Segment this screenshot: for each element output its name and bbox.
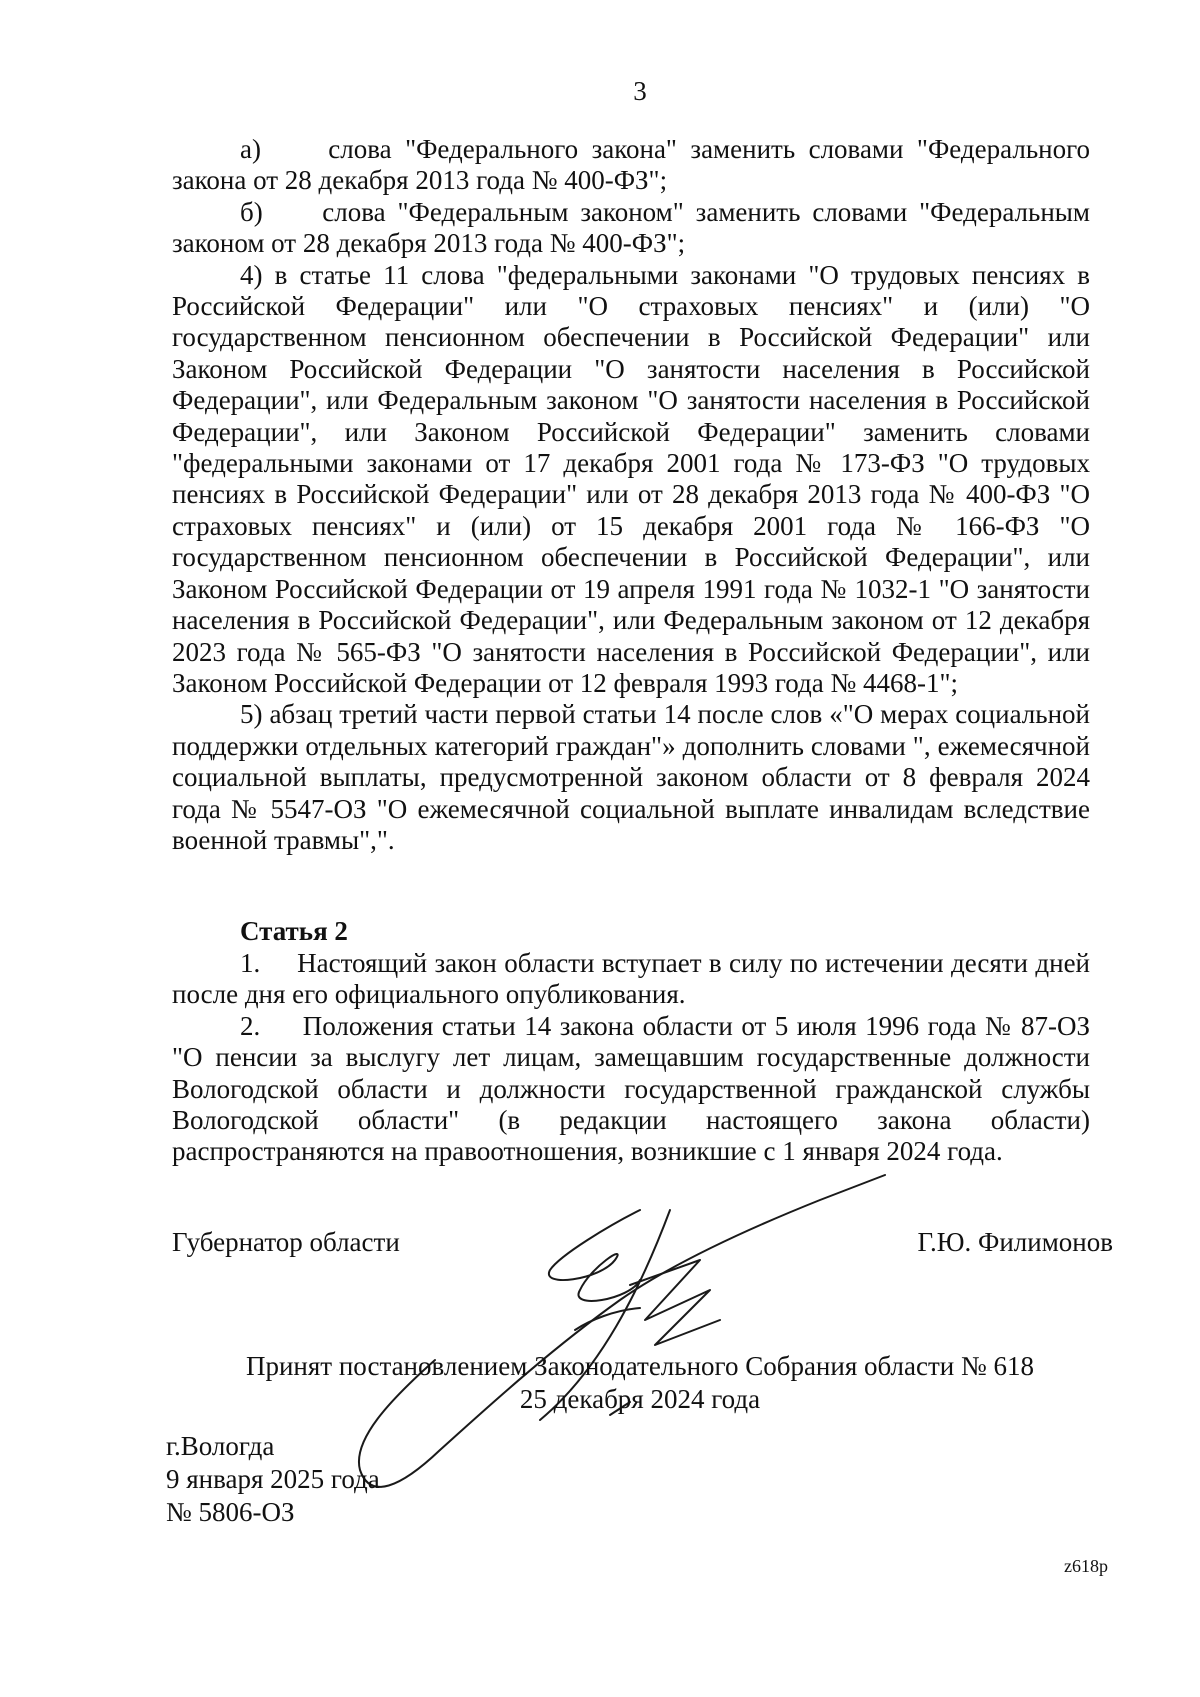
adoption-line-2: 25 декабря 2024 года bbox=[519, 1384, 761, 1414]
handwritten-signature bbox=[340, 1170, 900, 1500]
page-number: 3 bbox=[633, 76, 647, 106]
law-date: 9 января 2025 года bbox=[166, 1464, 380, 1494]
city: г.Вологда bbox=[166, 1431, 275, 1461]
paragraph-5: 5) абзац третий части первой статьи 14 после слов «"О мерах социальной поддержки отдельных категорий граждан"» дополнить словами ", ежемесячной социальной выплаты, предусмотренной законом области от 8 февраля 2024 года № 5547-ОЗ "О ежемесячной социальной выплате инвалидам вследствие военной травмы",". bbox=[172, 699, 1090, 855]
adoption-statement bbox=[0, 1350, 1200, 1416]
article-2-item-1: 1. Настоящий закон области вступает в силу по истечении десяти дней после дня его официального опубликования. bbox=[172, 948, 1090, 1010]
amendments-block bbox=[172, 134, 1090, 856]
paragraph-a: а) слова "Федерального закона" заменить словами "Федерального закона от 28 декабря 2013 года № 400-ФЗ"; bbox=[172, 134, 1090, 196]
adoption-line-1: Принят постановлением Законодательного Собрания области № 618 bbox=[245, 1351, 1035, 1381]
article-2-item-2: 2. Положения статьи 14 закона области от 5 июля 1996 года № 87-ОЗ "О пенсии за выслугу лет лицам, замещавшим государственные должности Вологодской области и должности государственной гражданской службы Вологодской области" (в редакции настоящего закона области) распространяются на правоотношения, возникшие с 1 января 2024 года. bbox=[172, 1010, 1090, 1167]
governor-name: Г.Ю. Филимонов bbox=[917, 1227, 1113, 1257]
article-2-block bbox=[172, 948, 1090, 1168]
paragraph-4: 4) в статье 11 слова "федеральными законами "О трудовых пенсиях в Российской Федерации" или "О страховых пенсиях" и (или) "О государственном пенсионном обеспечении в Российской Федерации" или Законом Российской Федерации "О занятости населения в Российской Федерации", или Федеральным законом "О занятости населения в Российской Федерации", или Законом Российской Федерации" заменить словами "федеральными законами от 17 декабря 2001 года № 173-ФЗ "О трудовых пенсиях в Российской Федерации" или от 28 декабря 2013 года № 400-ФЗ "О страховых пенсиях" и (или) от 15 декабря 2001 года № 166-ФЗ "О государственном пенсионном обеспечении в Российской Федерации", или Законом Российской Федерации от 19 апреля 1991 года № 1032-1 "О занятости населения в Российской Федерации", или Федеральным законом от 12 декабря 2023 года № 565-ФЗ "О занятости населения в Российской Федерации", или Законом Российской Федерации от 12 февраля 1993 года № 4468-1"; bbox=[172, 259, 1090, 698]
article-2-heading: Статья 2 bbox=[240, 916, 348, 946]
law-number: № 5806-ОЗ bbox=[166, 1497, 295, 1527]
place-date-number bbox=[166, 1430, 380, 1529]
paragraph-b: б) слова "Федеральным законом" заменить словами "Федеральным законом от 28 декабря 2013 года № 400-ФЗ"; bbox=[172, 196, 1090, 259]
document-code: z618p bbox=[1064, 1556, 1108, 1576]
governor-title: Губернатор области bbox=[172, 1227, 400, 1257]
